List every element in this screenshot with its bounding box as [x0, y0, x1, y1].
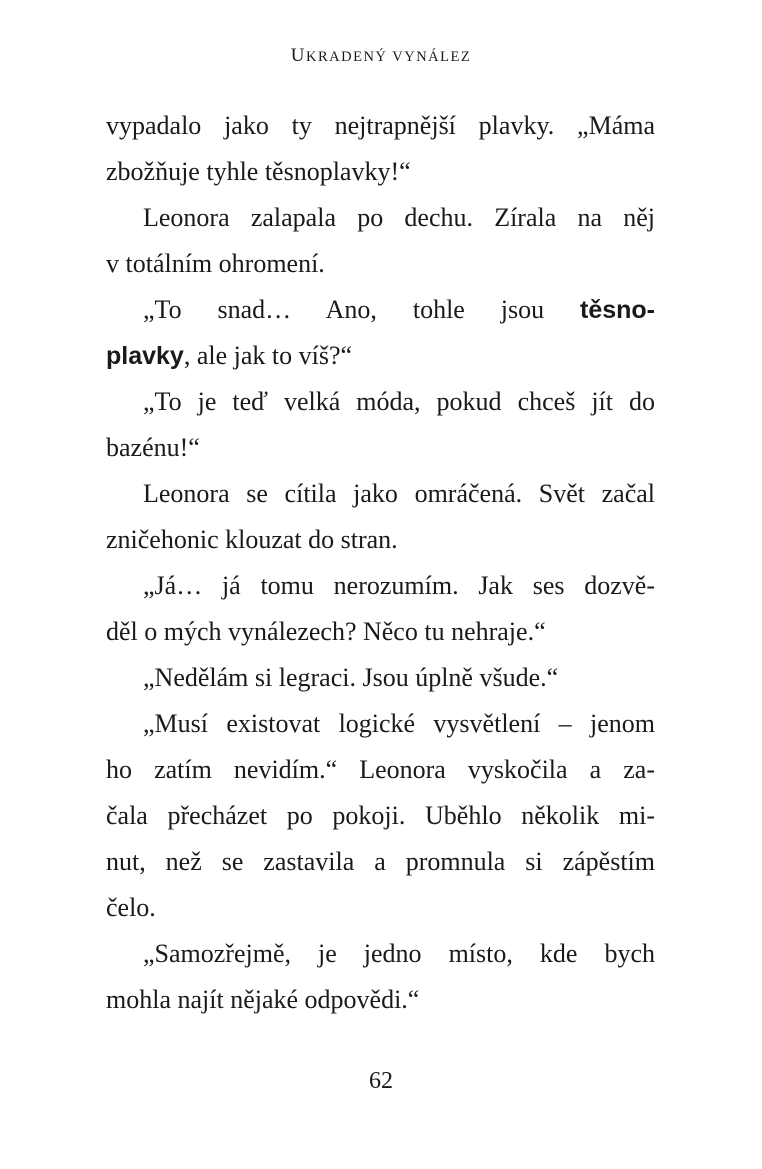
- emphasized-word: těsno-: [580, 296, 655, 324]
- text-line: čelo.: [106, 893, 156, 922]
- text-line: v totálním ohromení.: [106, 249, 325, 278]
- paragraph: [106, 655, 655, 701]
- text-line: „To je teď velká móda, pokud chceš jít do: [143, 387, 655, 416]
- text-line: nut, než se zastavila a promnula si zápěstím: [106, 847, 655, 876]
- text-line: mohla najít nějaké odpovědi.“: [106, 985, 420, 1014]
- text-line: děl o mých vynálezech? Něco tu nehraje.“: [106, 617, 546, 646]
- text-line: vypadalo jako ty nejtrapnější plavky. „Máma: [106, 111, 655, 140]
- paragraph: [106, 103, 655, 195]
- paragraph: [106, 563, 655, 655]
- paragraph: [106, 195, 655, 287]
- paragraph: [106, 701, 655, 931]
- page-number: 62: [369, 1068, 393, 1094]
- text-line: zbožňuje tyhle těsnoplavky!“: [106, 157, 411, 186]
- text-line: „Samozřejmě, je jedno místo, kde bych: [143, 939, 655, 968]
- text-line: bazénu!“: [106, 433, 200, 462]
- running-head-title: KRADENÝ VYNÁLEZ: [306, 49, 472, 65]
- text-line: Leonora se cítila jako omráčená. Svět začal: [143, 479, 655, 508]
- running-head-initial: U: [290, 45, 306, 66]
- emphasized-word: plavky: [106, 342, 184, 370]
- text-segment: , ale jak to víš?“: [183, 341, 353, 370]
- text-line: „Já… já tomu nerozumím. Jak ses dozvě-: [143, 571, 655, 600]
- text-line: zničehonic klouzat do stran.: [106, 525, 398, 554]
- text-line: ho zatím nevidím.“ Leonora vyskočila a za-: [106, 755, 655, 784]
- text-segment: „To snad… Ano, tohle jsou: [143, 295, 580, 324]
- paragraph: [106, 471, 655, 563]
- text-line: „Musí existovat logické vysvětlení – jenom: [143, 709, 655, 738]
- text-line: čala přecházet po pokoji. Uběhlo několik mi-: [106, 801, 655, 830]
- text-line: „Nedělám si legraci. Jsou úplně všude.“: [143, 663, 559, 692]
- paragraph: [106, 379, 655, 471]
- text-line: Leonora zalapala po dechu. Zírala na něj: [143, 203, 655, 232]
- body-text: [106, 103, 655, 1023]
- running-head: [0, 45, 762, 67]
- paragraph: [106, 287, 655, 379]
- paragraph: [106, 931, 655, 1023]
